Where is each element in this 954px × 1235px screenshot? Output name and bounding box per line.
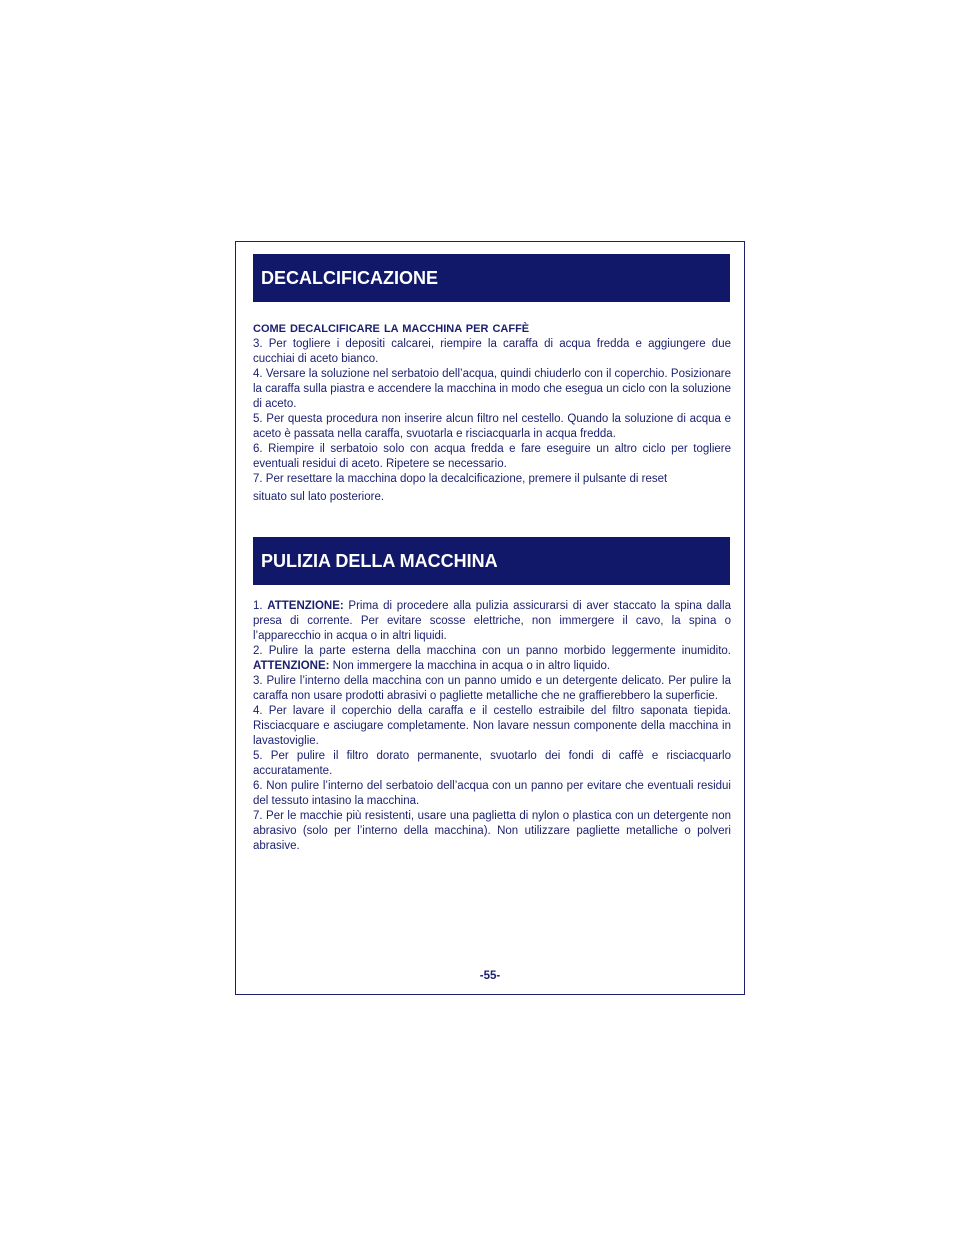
subheading: COME DECALCIFICARE LA MACCHINA PER CAFFÈ (253, 323, 530, 335)
warning-label: ATTENZIONE: (267, 600, 344, 612)
page-frame (235, 241, 745, 995)
cleaning-step-3: 3. Pulire l’interno della macchina con un panno umido e un detergente delicato. Per pulire la caraffa non usare prodotti abrasivi o pagliette metalliche che ne graffierebbero la superficie. (253, 675, 731, 702)
cleaning-step-6: 6. Non pulire l’interno del serbatoio dell’acqua con un panno per evitare che eventuali residui del tessuto intasino la macchina. (253, 780, 731, 807)
cleaning-step-1 (253, 599, 731, 644)
section-decalcificazione (253, 322, 731, 505)
page-number: -55- (479, 970, 501, 982)
warning-label: ATTENZIONE: (253, 660, 330, 672)
cleaning-step-2 (253, 644, 731, 674)
section-title-decalcificazione: DECALCIFICAZIONE (253, 254, 730, 302)
cleaning-step-4: 4. Per lavare il coperchio della caraffa e il cestello estraibile del filtro saponata tiepida. Risciacquare e asciugare completamente. Non lavare nessun componente della macchina in lavastoviglie. (253, 705, 731, 747)
step-7-continued: situato sul lato posteriore. (253, 491, 385, 503)
step-5: 5. Per questa procedura non inserire alcun filtro nel cestello. Quando la soluzione di acqua e aceto è passata nella caraffa, svuotarla e risciacquarla in acqua fredda. (253, 413, 731, 440)
step-6: 6. Riempire il serbatoio solo con acqua fredda e fare eseguire un altro ciclo per togliere eventuali residui di aceto. Ripetere se necessario. (253, 443, 731, 470)
step-text: Prima di procedere alla pulizia assicurarsi di aver staccato la spina dalla presa di corrente. Per evitare scosse elettriche, non immergere il cavo, la spina o l’apparecchio in acqua o in altri liquidi. (253, 600, 731, 642)
step-number: 1. (253, 600, 263, 612)
section-pulizia (253, 599, 731, 854)
step-text: 2. Pulire la parte esterna della macchina con un panno morbido leggermente inumidito. (253, 645, 731, 657)
cleaning-step-7: 7. Per le macchie più resistenti, usare una paglietta di nylon o plastica con un detergente non abrasivo (solo per l’interno della macchina). Non utilizzare pagliette metalliche o polveri abrasive. (253, 810, 731, 852)
step-7: 7. Per resettare la macchina dopo la decalcificazione, premere il pulsante di reset (253, 473, 668, 485)
step-text-2: Non immergere la macchina in acqua o in altro liquido. (329, 660, 611, 672)
step-4: 4. Versare la soluzione nel serbatoio dell’acqua, quindi chiuderlo con il coperchio. Posizionare la caraffa sulla piastra e accendere la macchina in modo che esegua un ciclo con la soluzione di aceto. (253, 368, 731, 410)
section-title-pulizia: PULIZIA DELLA MACCHINA (253, 537, 730, 585)
cleaning-step-5: 5. Per pulire il filtro dorato permanente, svuotarlo dei fondi di caffè e risciacquarlo accuratamente. (253, 750, 731, 777)
step-3: 3. Per togliere i depositi calcarei, riempire la caraffa di acqua fredda e aggiungere due cucchiai di aceto bianco. (253, 338, 731, 365)
